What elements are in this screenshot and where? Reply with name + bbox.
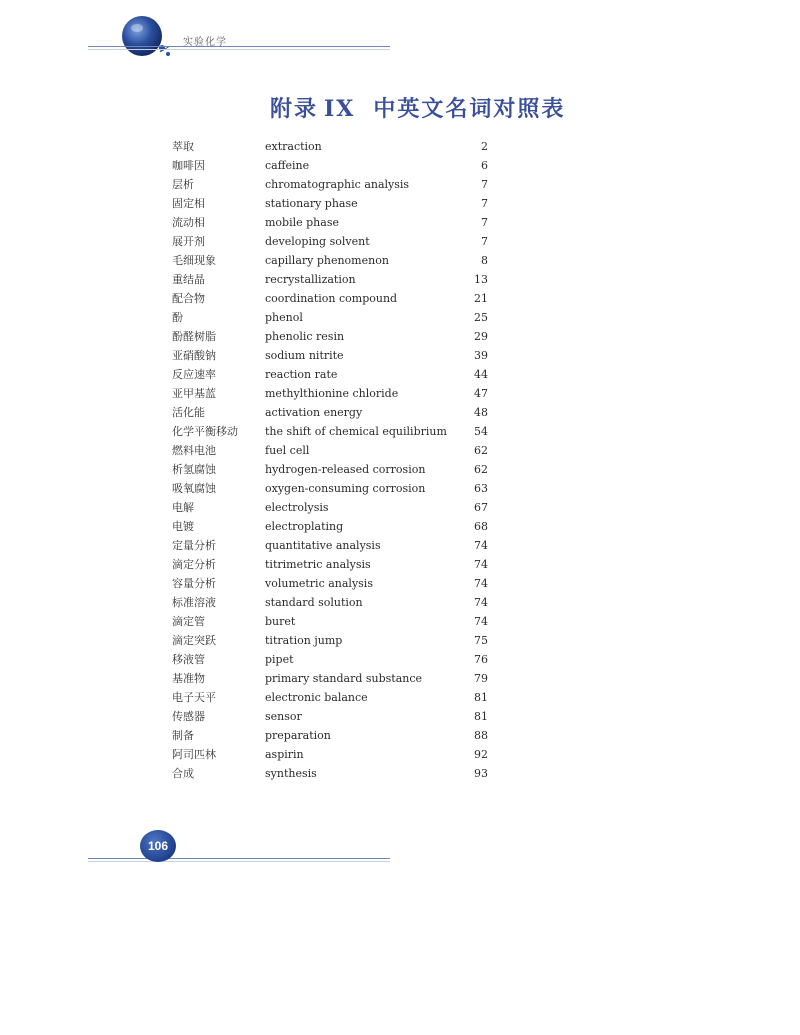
glossary-row bbox=[172, 441, 488, 460]
term-page-number: 13 bbox=[474, 273, 488, 286]
term-english: preparation bbox=[265, 729, 331, 742]
term-chinese: 亚甲基蓝 bbox=[172, 387, 216, 400]
term-chinese: 酚 bbox=[172, 311, 183, 324]
term-english: synthesis bbox=[265, 767, 317, 780]
term-chinese: 电子天平 bbox=[172, 691, 216, 704]
term-chinese: 标准溶液 bbox=[172, 596, 216, 609]
term-page-number: 68 bbox=[474, 520, 488, 533]
term-page-number: 93 bbox=[474, 767, 488, 780]
term-english: fuel cell bbox=[265, 444, 310, 457]
term-chinese: 活化能 bbox=[172, 406, 205, 419]
term-chinese: 阿司匹林 bbox=[172, 748, 216, 761]
term-page-number: 81 bbox=[474, 710, 488, 723]
term-english: capillary phenomenon bbox=[265, 254, 389, 267]
term-english: quantitative analysis bbox=[265, 539, 381, 552]
term-english: phenolic resin bbox=[265, 330, 345, 343]
glossary-row bbox=[172, 536, 488, 555]
sphere-logo-icon bbox=[118, 12, 178, 62]
term-english: titrimetric analysis bbox=[265, 558, 371, 571]
term-page-number: 2 bbox=[481, 140, 488, 153]
term-page-number: 67 bbox=[474, 501, 488, 514]
term-page-number: 25 bbox=[474, 311, 488, 324]
footer-rule-light bbox=[88, 861, 390, 862]
term-english: standard solution bbox=[265, 596, 363, 609]
term-page-number: 7 bbox=[481, 235, 488, 248]
term-page-number: 21 bbox=[474, 292, 488, 305]
term-chinese: 滴定管 bbox=[172, 615, 205, 628]
term-english: chromatographic analysis bbox=[265, 178, 410, 191]
term-english: stationary phase bbox=[265, 197, 358, 210]
term-page-number: 81 bbox=[474, 691, 488, 704]
term-english: activation energy bbox=[265, 406, 363, 419]
term-page-number: 74 bbox=[474, 539, 488, 552]
term-english: electronic balance bbox=[265, 691, 368, 704]
term-english: electrolysis bbox=[265, 501, 329, 514]
page-header bbox=[0, 0, 800, 70]
term-page-number: 74 bbox=[474, 596, 488, 609]
glossary-row bbox=[172, 707, 488, 726]
term-page-number: 74 bbox=[474, 615, 488, 628]
glossary-row bbox=[172, 650, 488, 669]
term-english: caffeine bbox=[265, 159, 310, 172]
glossary-row bbox=[172, 346, 488, 365]
page-number-badge: 106 bbox=[140, 830, 176, 862]
term-page-number: 6 bbox=[481, 159, 488, 172]
glossary-row bbox=[172, 631, 488, 650]
title-prefix: 附录 bbox=[270, 96, 319, 122]
term-page-number: 7 bbox=[481, 178, 488, 191]
term-chinese: 流动相 bbox=[172, 216, 205, 229]
term-chinese: 萃取 bbox=[172, 140, 194, 153]
term-chinese: 咖啡因 bbox=[172, 159, 205, 172]
glossary-row bbox=[172, 764, 488, 783]
title-numeral: IX bbox=[324, 96, 356, 122]
glossary-row bbox=[172, 308, 488, 327]
term-chinese: 移液管 bbox=[172, 653, 205, 666]
term-chinese: 制备 bbox=[172, 729, 194, 742]
term-chinese: 反应速率 bbox=[172, 368, 216, 381]
term-page-number: 54 bbox=[474, 425, 488, 438]
term-chinese: 展开剂 bbox=[172, 235, 205, 248]
term-english: developing solvent bbox=[265, 235, 370, 248]
term-english: recrystallization bbox=[265, 273, 356, 286]
term-chinese: 滴定突跃 bbox=[172, 634, 216, 647]
term-page-number: 88 bbox=[474, 729, 488, 742]
term-english: aspirin bbox=[265, 748, 304, 761]
glossary-row bbox=[172, 688, 488, 707]
term-chinese: 容量分析 bbox=[172, 577, 216, 590]
term-chinese: 重结晶 bbox=[172, 273, 205, 286]
title-main: 中英文名词对照表 bbox=[373, 96, 566, 122]
term-chinese: 固定相 bbox=[172, 197, 205, 210]
term-english: phenol bbox=[265, 311, 303, 324]
term-page-number: 75 bbox=[474, 634, 488, 647]
term-page-number: 62 bbox=[474, 444, 488, 457]
term-english: pipet bbox=[265, 653, 294, 666]
glossary-row bbox=[172, 555, 488, 574]
glossary-row bbox=[172, 270, 488, 289]
term-page-number: 79 bbox=[474, 672, 488, 685]
term-english: titration jump bbox=[265, 634, 343, 647]
glossary-row bbox=[172, 289, 488, 308]
term-page-number: 76 bbox=[474, 653, 488, 666]
term-chinese: 电解 bbox=[172, 501, 194, 514]
term-chinese: 亚硝酸钠 bbox=[172, 349, 216, 362]
term-page-number: 39 bbox=[474, 349, 488, 362]
term-english: reaction rate bbox=[265, 368, 338, 381]
glossary-row bbox=[172, 422, 488, 441]
term-page-number: 48 bbox=[474, 406, 488, 419]
term-english: sodium nitrite bbox=[265, 349, 344, 362]
term-page-number: 63 bbox=[474, 482, 488, 495]
term-chinese: 传感器 bbox=[172, 710, 205, 723]
term-chinese: 定量分析 bbox=[172, 539, 216, 552]
glossary-row bbox=[172, 232, 488, 251]
term-english: methylthionine chloride bbox=[265, 387, 399, 400]
glossary-row bbox=[172, 137, 488, 156]
glossary-row bbox=[172, 498, 488, 517]
glossary-row bbox=[172, 574, 488, 593]
term-page-number: 7 bbox=[481, 197, 488, 210]
term-chinese: 毛细现象 bbox=[172, 254, 216, 267]
term-chinese: 化学平衡移动 bbox=[172, 425, 238, 438]
glossary-row bbox=[172, 726, 488, 745]
term-page-number: 92 bbox=[474, 748, 488, 761]
glossary-row bbox=[172, 175, 488, 194]
header-rule-light bbox=[88, 49, 390, 50]
footer-rule bbox=[88, 858, 390, 859]
term-english: the shift of chemical equilibrium bbox=[265, 425, 447, 438]
header-rule bbox=[88, 46, 390, 47]
term-chinese: 滴定分析 bbox=[172, 558, 216, 571]
glossary-row bbox=[172, 384, 488, 403]
term-page-number: 47 bbox=[474, 387, 488, 400]
glossary-row bbox=[172, 669, 488, 688]
glossary-row bbox=[172, 612, 488, 631]
glossary-row bbox=[172, 365, 488, 384]
term-page-number: 62 bbox=[474, 463, 488, 476]
term-chinese: 析氢腐蚀 bbox=[172, 463, 216, 476]
glossary-row bbox=[172, 460, 488, 479]
glossary-row bbox=[172, 403, 488, 422]
term-page-number: 8 bbox=[481, 254, 488, 267]
term-chinese: 电镀 bbox=[172, 520, 194, 533]
term-page-number: 7 bbox=[481, 216, 488, 229]
term-english: sensor bbox=[265, 710, 302, 723]
term-english: oxygen-consuming corrosion bbox=[265, 482, 426, 495]
book-title: 实验化学 bbox=[183, 37, 227, 48]
glossary-row bbox=[172, 479, 488, 498]
page-title bbox=[270, 92, 565, 123]
term-chinese: 酚醛树脂 bbox=[172, 330, 216, 343]
term-chinese: 配合物 bbox=[172, 292, 205, 305]
term-english: hydrogen-released corrosion bbox=[265, 463, 426, 476]
term-chinese: 燃料电池 bbox=[172, 444, 216, 457]
term-page-number: 74 bbox=[474, 558, 488, 571]
term-page-number: 74 bbox=[474, 577, 488, 590]
glossary-row bbox=[172, 327, 488, 346]
glossary-row bbox=[172, 593, 488, 612]
term-chinese: 层析 bbox=[172, 178, 194, 191]
term-chinese: 基准物 bbox=[172, 672, 205, 685]
term-english: mobile phase bbox=[265, 216, 339, 229]
term-english: primary standard substance bbox=[265, 672, 423, 685]
glossary-table bbox=[172, 137, 488, 783]
term-chinese: 合成 bbox=[172, 767, 194, 780]
term-page-number: 44 bbox=[474, 368, 488, 381]
term-english: coordination compound bbox=[265, 292, 398, 305]
glossary-row bbox=[172, 194, 488, 213]
term-chinese: 吸氧腐蚀 bbox=[172, 482, 216, 495]
glossary-row bbox=[172, 251, 488, 270]
term-english: buret bbox=[265, 615, 296, 628]
term-english: extraction bbox=[265, 140, 322, 153]
term-english: electroplating bbox=[265, 520, 344, 533]
glossary-row bbox=[172, 517, 488, 536]
term-page-number: 29 bbox=[474, 330, 488, 343]
glossary-row bbox=[172, 213, 488, 232]
term-english: volumetric analysis bbox=[265, 577, 373, 590]
glossary-row bbox=[172, 156, 488, 175]
glossary-row bbox=[172, 745, 488, 764]
